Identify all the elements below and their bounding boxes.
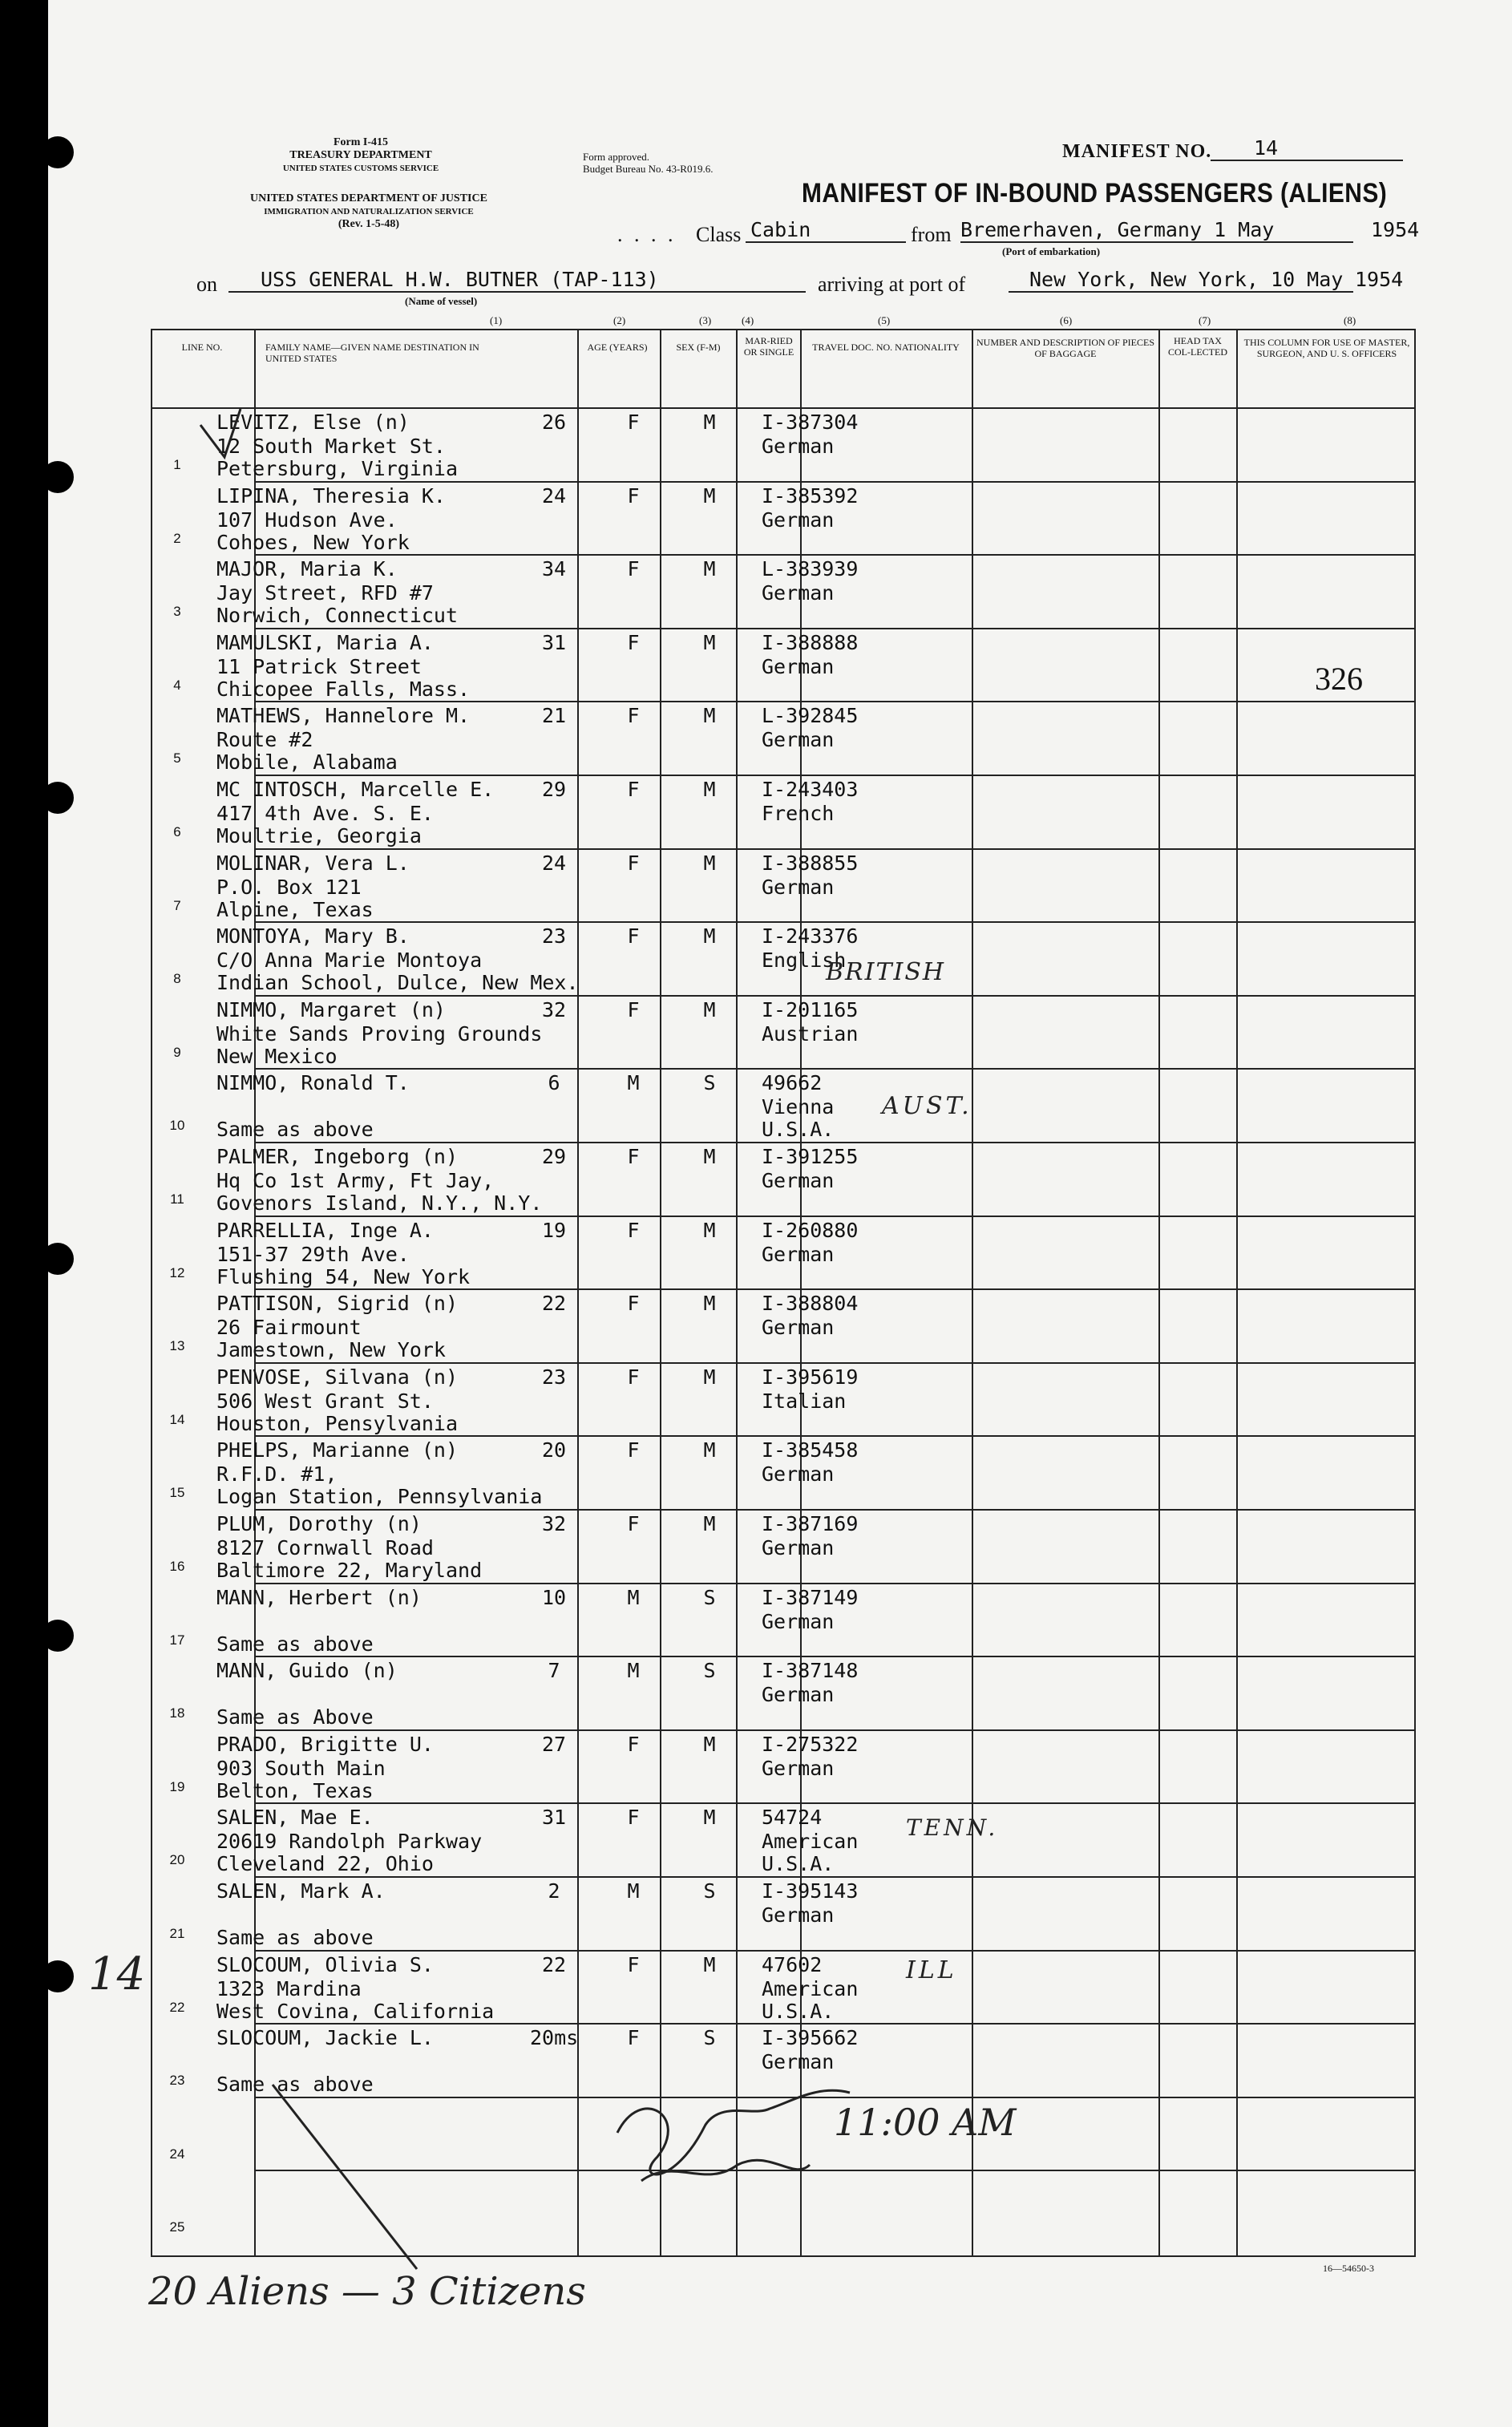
age-value: 32: [541, 1512, 567, 1535]
address-line: Route #2: [216, 728, 313, 752]
passenger-name: PALMER, Ingeborg (n): [216, 1145, 459, 1168]
class-label: Class: [696, 223, 742, 246]
sex-value: F: [627, 1512, 640, 1535]
destination: Same as above: [216, 1926, 374, 1949]
line-number: 4: [173, 677, 181, 693]
margin-number: 14: [88, 1948, 146, 2000]
age-value: 26: [541, 411, 567, 434]
line-number: 24: [169, 2146, 185, 2162]
address-line: 20619 Randolph Parkway: [216, 1830, 483, 1854]
travel-doc-number: I-387304: [762, 411, 859, 434]
age-value: 32: [541, 997, 567, 1021]
age-value: 29: [541, 1145, 567, 1168]
col-num: (4): [742, 314, 754, 326]
address-line: 1323 Mardina: [216, 1976, 362, 2000]
address-line: C/O Anna Marie Montoya: [216, 949, 483, 973]
address-line: 8127 Cornwall Road: [216, 1536, 434, 1559]
port-caption: (Port of embarkation): [1002, 245, 1101, 257]
nationality: German: [762, 654, 835, 678]
nationality: German: [762, 508, 835, 532]
age-value: 19: [541, 1218, 567, 1242]
destination: Govenors Island, N.Y., N.Y.: [216, 1191, 543, 1215]
nationality: German: [762, 1609, 835, 1633]
form-code: 16—54650-3: [1323, 2263, 1374, 2274]
line-number: 18: [169, 1705, 185, 1721]
travel-doc-number: 54724: [762, 1806, 823, 1830]
passenger-name: SLOCOUM, Jackie L.: [216, 2026, 434, 2050]
col-num: (3): [699, 314, 712, 326]
line-number: 12: [169, 1264, 185, 1280]
sex-value: F: [627, 1806, 640, 1830]
destination: Same as Above: [216, 1705, 374, 1729]
passenger-name: SALEN, Mae E.: [216, 1806, 374, 1830]
line-number: 20: [169, 1852, 185, 1868]
destination: Cleveland 22, Ohio: [216, 1852, 434, 1876]
handwritten-time: 11:00 AM: [834, 2101, 1017, 2144]
ins-label: IMMIGRATION AND NATURALIZATION SERVICE: [264, 207, 474, 216]
manifest-no-label: MANIFEST NO.: [1062, 141, 1212, 162]
address-line: 903 South Main: [216, 1756, 386, 1780]
col-header-tax: HEAD TAX COL-LECTED: [1168, 335, 1227, 358]
line-number: 9: [173, 1044, 181, 1060]
passenger-name: MOLINAR, Vera L.: [216, 851, 410, 875]
justice-label: UNITED STATES DEPARTMENT OF JUSTICE: [250, 192, 487, 204]
nationality: German: [762, 728, 835, 752]
col-num: (1): [490, 314, 503, 326]
address-line: 12 South Market St.: [216, 435, 446, 458]
sex-value: F: [627, 778, 640, 801]
travel-doc-number: I-275322: [762, 1732, 859, 1756]
handwritten-british: BRITISH: [826, 958, 946, 986]
marital-status: S: [703, 1879, 716, 1903]
line-number: 16: [169, 1559, 185, 1574]
budget-bureau: Budget Bureau No. 43-R019.6.: [583, 163, 714, 175]
sex-value: M: [627, 1659, 640, 1683]
age-value: 22: [541, 1952, 567, 1976]
travel-doc-number: I-243403: [762, 778, 859, 801]
age-value: 24: [541, 483, 567, 508]
marital-status: M: [703, 924, 716, 949]
address-line: White Sands Proving Grounds: [216, 1021, 543, 1046]
line-number: 14: [169, 1411, 185, 1427]
vessel-caption: (Name of vessel): [405, 295, 478, 307]
line-number: 13: [169, 1338, 185, 1354]
age-value: 10: [541, 1585, 567, 1609]
vessel-name: USS GENERAL H.W. BUTNER (TAP-113): [228, 268, 806, 293]
travel-doc-number: I-391255: [762, 1145, 859, 1168]
destination: Same as above: [216, 2073, 374, 2097]
age-value: 23: [541, 924, 567, 949]
sex-value: F: [627, 704, 640, 728]
destination: Belton, Texas: [216, 1778, 374, 1802]
age-value: 24: [541, 851, 567, 875]
sex-value: F: [627, 483, 640, 508]
marital-status: S: [703, 1071, 716, 1095]
col-num: (7): [1199, 314, 1211, 326]
travel-doc-number: I-388888: [762, 630, 859, 654]
destination: Indian School, Dulce, New Mex.: [216, 971, 579, 995]
age-value: 27: [541, 1732, 567, 1756]
sex-value: F: [627, 1218, 640, 1242]
passenger-name: MAMULSKI, Maria A.: [216, 630, 434, 654]
line-number: 3: [173, 604, 181, 620]
age-value: 31: [541, 630, 567, 654]
line-number: 25: [169, 2219, 185, 2235]
treasury-label: TREASURY DEPARTMENT: [289, 149, 432, 161]
nationality: German: [762, 1462, 835, 1487]
line-number: 19: [169, 1778, 185, 1794]
nationality: German: [762, 581, 835, 605]
col-num: (2): [613, 314, 626, 326]
address-line: 151-37 29th Ave.: [216, 1242, 410, 1266]
col-header-married: MAR-RIED OR SINGLE: [743, 335, 794, 358]
passenger-name: PRADO, Brigitte U.: [216, 1732, 434, 1756]
marital-status: S: [703, 1659, 716, 1683]
travel-doc-number: I-395143: [762, 1879, 859, 1903]
col-header-line: LINE NO.: [181, 342, 223, 353]
travel-doc-number: I-388804: [762, 1292, 859, 1316]
manifest-no-value: 14: [1211, 136, 1403, 161]
rev-label: (Rev. 1-5-48): [338, 218, 400, 230]
nationality: German: [762, 435, 835, 458]
destination: Alpine, Texas: [216, 897, 374, 921]
address-line: 26 Fairmount: [216, 1316, 362, 1340]
address-line: R.F.D. #1,: [216, 1462, 338, 1487]
marital-status: M: [703, 1806, 716, 1830]
nationality: German: [762, 1316, 835, 1340]
col-num: (8): [1344, 314, 1356, 326]
marital-status: M: [703, 557, 716, 581]
nationality: French: [762, 802, 835, 825]
nationality: German: [762, 1242, 835, 1266]
from-value: Bremerhaven, Germany 1 May: [960, 218, 1353, 243]
form-number: Form I-415: [333, 136, 389, 148]
passenger-name: PHELPS, Marianne (n): [216, 1438, 459, 1462]
arriving-label: arriving at port of: [818, 273, 966, 296]
passenger-name: PLUM, Dorothy (n): [216, 1512, 422, 1535]
destination: Chicopee Falls, Mass.: [216, 677, 471, 701]
class-value: Cabin: [746, 218, 906, 243]
marital-status: M: [703, 1292, 716, 1316]
passenger-name: MANN, Herbert (n): [216, 1585, 422, 1609]
age-value: 31: [541, 1806, 567, 1830]
marital-status: M: [703, 1732, 716, 1756]
travel-doc-number: 49662: [762, 1071, 823, 1095]
handwritten-aust: AUST.: [882, 1092, 972, 1120]
sex-value: M: [627, 1879, 640, 1903]
marital-status: M: [703, 1512, 716, 1535]
marital-status: M: [703, 1438, 716, 1462]
marital-status: M: [703, 630, 716, 654]
manifest-title: MANIFEST OF IN-BOUND PASSENGERS (ALIENS): [802, 178, 1388, 208]
nationality-note: U.S.A.: [762, 1852, 835, 1876]
marital-status: M: [703, 411, 716, 434]
passenger-name: MONTOYA, Mary B.: [216, 924, 410, 949]
line-number: 21: [169, 1926, 185, 1941]
stamp-number: 326: [1315, 661, 1363, 697]
marital-status: M: [703, 1952, 716, 1976]
line-number: 1: [173, 457, 181, 472]
address-line: 417 4th Ave. S. E.: [216, 802, 434, 825]
travel-doc-number: I-201165: [762, 997, 859, 1021]
passenger-name: PENVOSE, Silvana (n): [216, 1365, 459, 1389]
destination: Cohoes, New York: [216, 530, 410, 554]
marital-status: M: [703, 1218, 716, 1242]
marital-status: M: [703, 778, 716, 801]
sex-value: F: [627, 630, 640, 654]
address-line: 11 Patrick Street: [216, 654, 422, 678]
line-number: 15: [169, 1485, 185, 1501]
handwritten-ill: ILL: [906, 1956, 957, 1984]
handwritten-tenn: TENN.: [906, 1814, 999, 1841]
destination: Mobile, Alabama: [216, 750, 398, 775]
travel-doc-number: L-392845: [762, 704, 859, 728]
marital-status: M: [703, 851, 716, 875]
passenger-name: MATHEWS, Hannelore M.: [216, 704, 471, 728]
nationality: Italian: [762, 1389, 847, 1413]
nationality: American: [762, 1830, 859, 1854]
sex-value: F: [627, 557, 640, 581]
marital-status: M: [703, 483, 716, 508]
destination: Logan Station, Pennsylvania: [216, 1485, 543, 1509]
customs-label: UNITED STATES CUSTOMS SERVICE: [282, 164, 439, 173]
marital-status: M: [703, 1145, 716, 1168]
travel-doc-number: I-385392: [762, 483, 859, 508]
address-line: Jay Street, RFD #7: [216, 581, 434, 605]
form-approved: Form approved.: [583, 151, 650, 163]
destination: Jamestown, New York: [216, 1338, 446, 1362]
line-number: 5: [173, 750, 181, 767]
line-number: 22: [169, 1999, 185, 2015]
travel-doc-number: I-395619: [762, 1365, 859, 1389]
age-value: 22: [541, 1292, 567, 1316]
age-value: 23: [541, 1365, 567, 1389]
sex-value: F: [627, 2026, 640, 2050]
nationality: American: [762, 1976, 859, 2000]
line-number: 6: [173, 824, 181, 839]
col-header-name: FAMILY NAME—GIVEN NAME DESTINATION IN UNITED STATES: [265, 342, 479, 364]
travel-doc-number: I-387169: [762, 1512, 859, 1535]
sex-value: F: [627, 1732, 640, 1756]
nationality: German: [762, 2050, 835, 2074]
col-header-baggage: NUMBER AND DESCRIPTION OF PIECES OF BAGGAGE: [976, 337, 1155, 359]
age-value: 7: [548, 1659, 560, 1683]
nationality: German: [762, 1536, 835, 1559]
passenger-name: NIMMO, Ronald T.: [216, 1071, 410, 1095]
destination: Same as above: [216, 1632, 374, 1656]
nationality: English: [762, 949, 847, 973]
sex-value: F: [627, 1365, 640, 1389]
passenger-name: PARRELLIA, Inge A.: [216, 1218, 434, 1242]
travel-doc-number: I-260880: [762, 1218, 859, 1242]
travel-doc-number: I-395662: [762, 2026, 859, 2050]
sex-value: F: [627, 924, 640, 949]
age-value: 34: [541, 557, 567, 581]
sex-value: F: [627, 411, 640, 434]
travel-doc-number: I-243376: [762, 924, 859, 949]
nationality-note: U.S.A.: [762, 1118, 835, 1142]
nationality: Vienna: [762, 1095, 835, 1119]
line-number: 10: [169, 1118, 185, 1134]
destination: Norwich, Connecticut: [216, 604, 459, 628]
passenger-name: NIMMO, Margaret (n): [216, 997, 446, 1021]
sex-value: F: [627, 1952, 640, 1976]
address-line: 506 West Grant St.: [216, 1389, 434, 1413]
destination: New Mexico: [216, 1044, 338, 1068]
nationality: German: [762, 1756, 835, 1780]
col-header-age: AGE (YEARS): [587, 342, 648, 353]
address-line: Hq Co 1st Army, Ft Jay,: [216, 1169, 495, 1192]
address-line: 107 Hudson Ave.: [216, 508, 398, 532]
travel-doc-number: 47602: [762, 1952, 823, 1976]
age-value: 20ms: [530, 2026, 579, 2050]
passenger-name: MANN, Guido (n): [216, 1659, 398, 1683]
col-header-officers: THIS COLUMN FOR USE OF MASTER, SURGEON, AND U. S. OFFICERS: [1243, 337, 1410, 359]
destination: Moultrie, Georgia: [216, 824, 422, 847]
col-num: (5): [878, 314, 891, 326]
col-header-travel: TRAVEL DOC. NO. NATIONALITY: [812, 342, 960, 353]
on-label: on: [196, 273, 217, 296]
travel-doc-number: I-387149: [762, 1585, 859, 1609]
line-number: 11: [170, 1191, 184, 1207]
marital-status: S: [703, 1585, 716, 1609]
line-number: 23: [169, 2073, 185, 2089]
travel-doc-number: I-385458: [762, 1438, 859, 1462]
col-num: (6): [1060, 314, 1073, 326]
passenger-name: SALEN, Mark A.: [216, 1879, 386, 1903]
age-value: 20: [541, 1438, 567, 1462]
marital-status: S: [703, 2026, 716, 2050]
from-label: from: [911, 223, 952, 246]
line-number: 2: [173, 530, 181, 546]
sex-value: F: [627, 1292, 640, 1316]
travel-doc-number: I-388855: [762, 851, 859, 875]
sex-value: M: [627, 1071, 640, 1095]
line-number: 17: [169, 1632, 185, 1648]
age-value: 21: [541, 704, 567, 728]
arriving-value: New York, New York, 10 May: [1009, 268, 1353, 293]
sex-value: M: [627, 1585, 640, 1609]
destination: Baltimore 22, Maryland: [216, 1559, 483, 1582]
from-year: 1954: [1371, 218, 1420, 241]
travel-doc-number: L-383939: [762, 557, 859, 581]
nationality: Austrian: [762, 1021, 859, 1046]
nationality: German: [762, 1683, 835, 1707]
total-note: 20 Aliens — 3 Citizens: [148, 2269, 586, 2314]
col-header-sex: SEX (F-M): [676, 342, 721, 353]
sex-value: F: [627, 1438, 640, 1462]
passenger-name: LIPINA, Theresia K.: [216, 483, 446, 508]
age-value: 6: [548, 1071, 560, 1095]
sex-value: F: [627, 851, 640, 875]
line-number: 8: [173, 971, 181, 987]
nationality-note: U.S.A.: [762, 1999, 835, 2023]
nationality: German: [762, 1903, 835, 1927]
marital-status: M: [703, 997, 716, 1021]
passenger-name: SLOCOUM, Olivia S.: [216, 1952, 434, 1976]
marital-status: M: [703, 704, 716, 728]
sex-value: F: [627, 997, 640, 1021]
age-value: 2: [548, 1879, 560, 1903]
passenger-name: MAJOR, Maria K.: [216, 557, 398, 581]
destination: West Covina, California: [216, 1999, 495, 2023]
marital-status: M: [703, 1365, 716, 1389]
nationality: German: [762, 875, 835, 899]
passenger-name: MC INTOSCH, Marcelle E.: [216, 778, 495, 801]
nationality: German: [762, 1169, 835, 1192]
address-line: P.O. Box 121: [216, 875, 362, 899]
passenger-name: LEVITZ, Else (n): [216, 411, 410, 434]
line-number: 7: [173, 897, 181, 913]
passenger-name: PATTISON, Sigrid (n): [216, 1292, 459, 1316]
age-value: 29: [541, 778, 567, 801]
destination: Petersburg, Virginia: [216, 457, 459, 480]
arriving-year: 1954: [1355, 268, 1404, 291]
sex-value: F: [627, 1145, 640, 1168]
destination: Flushing 54, New York: [216, 1264, 471, 1288]
destination: Same as above: [216, 1118, 374, 1142]
destination: Houston, Pensylvania: [216, 1411, 459, 1435]
travel-doc-number: I-387148: [762, 1659, 859, 1683]
